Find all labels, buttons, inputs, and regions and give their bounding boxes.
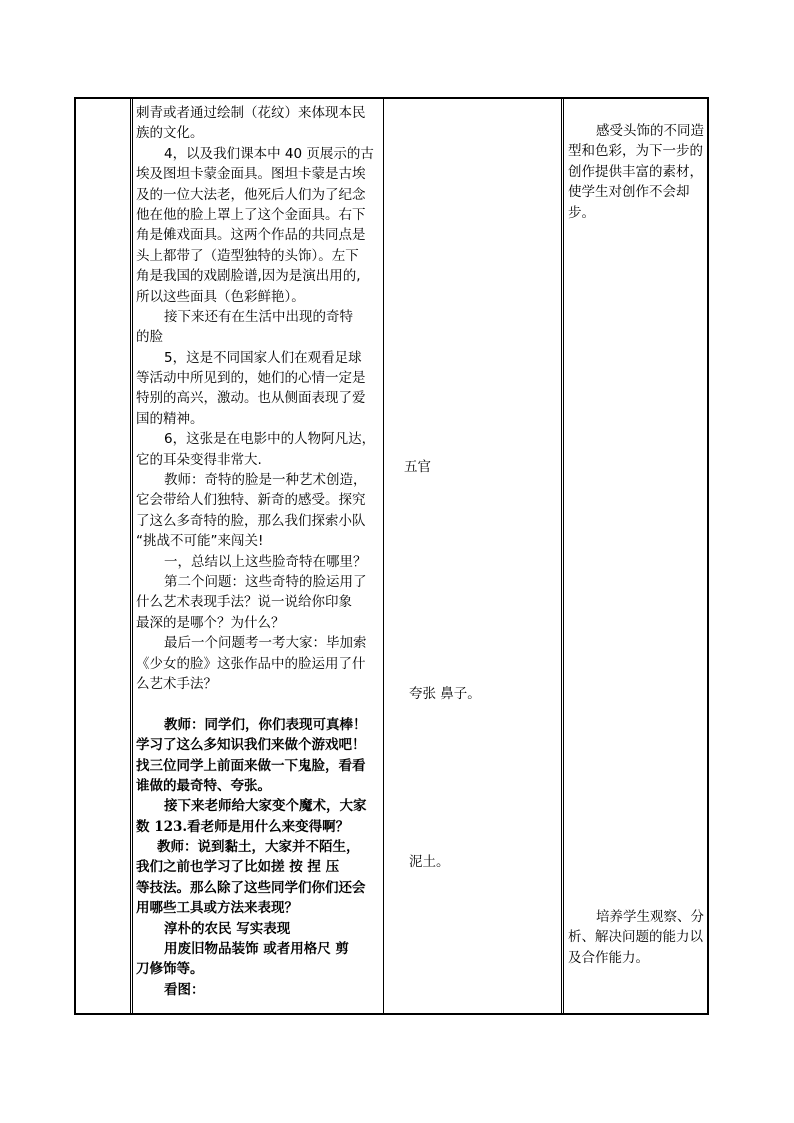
column-divider	[561, 99, 564, 1013]
paragraph-line: 谁做的最奇特、夸张。	[136, 777, 271, 794]
student-answer-material: 泥土。	[409, 854, 450, 870]
paragraph-line: 淳朴的农民 写实表现	[164, 920, 291, 937]
paragraph-line: 的脸	[136, 329, 163, 346]
paragraph-line: 学习了这么多知识我们来做个游戏吧！	[136, 737, 366, 754]
paragraph-line: 5，这是不同国家人们在观看足球	[164, 349, 362, 366]
design-intent-1: 感受头饰的不同造型和色彩，为下一步的创作提供丰富的素材，使学生对创作不会却步。	[568, 123, 704, 221]
paragraph-line: 6，这张是在电影中的人物阿凡达，	[164, 431, 376, 448]
paragraph-line: 接下来老师给大家变个魔术，大家	[164, 798, 367, 815]
paragraph-line: 特别的高兴，激动。也从侧面表现了爱	[136, 390, 366, 407]
blank-line	[136, 694, 386, 714]
paragraph-line: 族的文化。	[136, 125, 204, 142]
paragraph-line: 了这么多奇特的脸，那么我们探索小队	[136, 512, 366, 529]
paragraph-line: 看图：	[164, 981, 205, 998]
column-divider	[130, 99, 133, 1013]
design-intent-2: 培养学生观察、分析、解决问题的能力以及合作能力。	[568, 909, 704, 966]
paragraph-line: 找三位同学上前面来做一下鬼脸，看看	[136, 757, 366, 774]
paragraph-line: 第二个问题：这些奇特的脸运用了	[164, 573, 367, 590]
paragraph-line: 什么艺术表现手法？说一说给你印象	[136, 594, 352, 611]
paragraph-line: 它的耳朵变得非常大.	[136, 451, 262, 468]
paragraph-line: 他在他的脸上罩上了这个金面具。右下	[136, 206, 366, 223]
paragraph-line: 教师：奇特的脸是一种艺术创造，	[164, 472, 367, 489]
paragraph-line: 国的精神。	[136, 410, 204, 427]
paragraph-line: 刀修饰等。	[136, 961, 204, 978]
paragraph-line: 教师：同学们，你们表现可真棒！	[164, 716, 367, 733]
lesson-table	[74, 97, 709, 1015]
paragraph-line: 角是我国的戏剧脸谱,因为是演出用的,	[136, 268, 361, 285]
student-answer-technique: 夸张 鼻子。	[409, 686, 481, 702]
paragraph-line: 等技法。那么除了这些同学们你们还会	[136, 879, 366, 896]
paragraph-line: 4，以及我们课本中 40 页展示的古	[164, 145, 374, 162]
paragraph-line: 《少女的脸》这张作品中的脸运用了什	[136, 655, 366, 672]
paragraph-line: 么艺术手法？	[136, 675, 217, 692]
paragraph-line: 接下来还有在生活中出现的奇特	[164, 308, 353, 325]
student-answer-features: 五官	[404, 459, 431, 475]
paragraph-line: 及的一位大法老，他死后人们为了纪念	[136, 186, 366, 203]
paragraph-line: 我们之前也学习了比如搓 按 捏 压	[136, 859, 340, 876]
paragraph-line: 一，总结以上这些脸奇特在哪里？	[164, 553, 367, 570]
paragraph-line: 等活动中所见到的，她们的心情一定是	[136, 370, 366, 387]
paragraph-line: 用哪些工具或方法来表现？	[136, 900, 298, 917]
teaching-process-column	[136, 103, 386, 1000]
paragraph-line: 用废旧物品装饰 或者用格尺 剪	[164, 941, 349, 958]
paragraph-line: 数 123.看老师是用什么来变得啊？	[136, 818, 350, 835]
paragraph-line: 埃及图坦卡蒙金面具。图坦卡蒙是古埃	[136, 166, 366, 183]
paragraph-line: 最后一个问题考一考大家：毕加索	[164, 635, 367, 652]
paragraph-line: 最深的是哪个？为什么？	[136, 614, 285, 631]
paragraph-line: 刺青或者通过绘制（花纹）来体现本民	[136, 105, 366, 121]
paragraph-line: 它会带给人们独特、新奇的感受。探究	[136, 492, 366, 509]
paragraph-line: 头上都带了（造型独特的头饰）。左下	[136, 247, 359, 264]
paragraph-line: “挑战不可能”来闯关!	[136, 533, 264, 550]
paragraph-line: 所以这些面具（色彩鲜艳）。	[136, 288, 305, 305]
paragraph-line: 教师：说到黏土，大家并不陌生，	[157, 839, 360, 856]
paragraph-line: 角是傩戏面具。这两个作品的共同点是	[136, 227, 366, 244]
